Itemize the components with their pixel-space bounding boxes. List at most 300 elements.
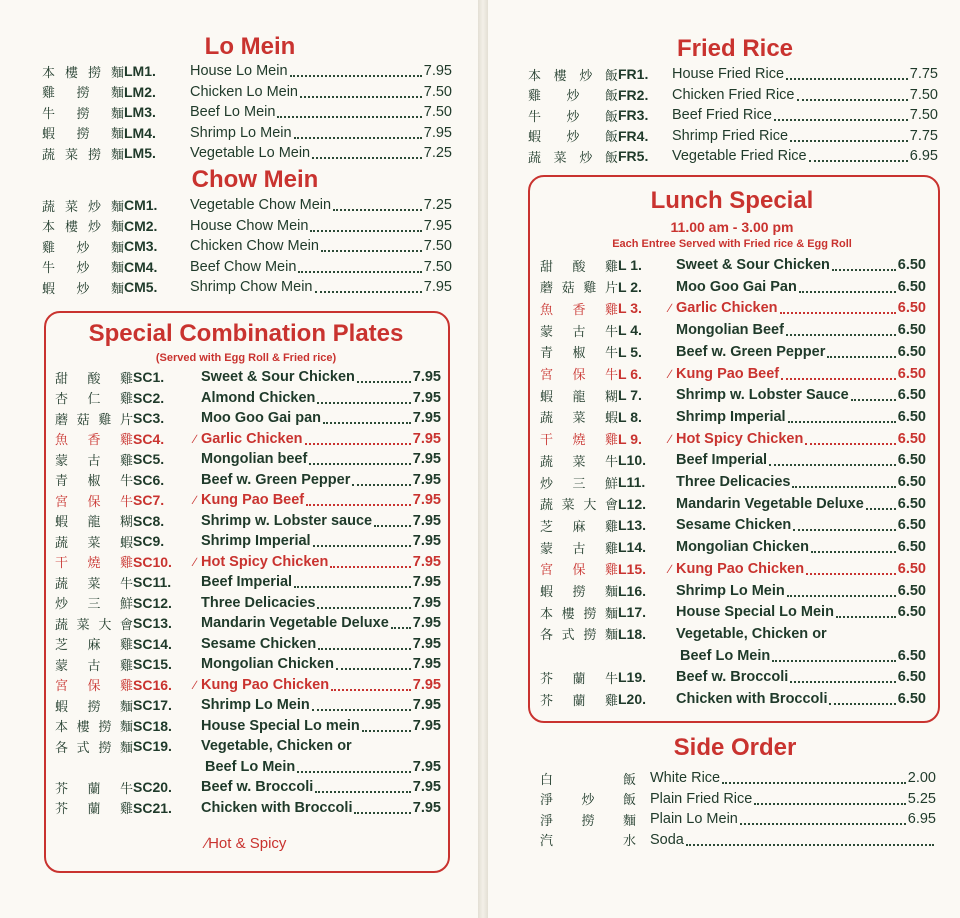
item-name: Beef Chow Mein [190,258,297,275]
combo-subtitle: (Served with Egg Roll & Fried rice) [155,352,337,364]
menu-item [55,449,441,469]
menu-item [540,277,926,297]
item-code: SC11. [133,574,172,590]
chinese-name: 蘑 菇 雞 片 [55,412,133,428]
item-price: 6.50 [897,539,926,556]
menu-item [540,624,926,644]
chinese-name: 淨 撈 麵 [540,813,636,829]
menu-item [55,429,441,449]
chinese-name: 白 飯 [540,772,636,788]
leader-dots [769,464,896,466]
chinese-name: 蔬 菜 炒 麵 [42,199,124,215]
menu-item [540,602,926,622]
leader-dots [330,566,410,568]
hot-spicy-legend [46,835,446,852]
menu-item [42,195,452,215]
item-price: 5.25 [907,790,936,807]
item-name: Mandarin Vegetable Deluxe [676,495,864,512]
lunch-note: Each Entree Served with Fried rice & Egg Roll [612,238,852,250]
item-name: Beef w. Broccoli [201,779,314,795]
chinese-name: 芝 麻 雞 [55,638,133,653]
item-name: Chicken Lo Mein [190,83,298,100]
item-price: 7.95 [412,656,441,672]
menu-item [55,490,441,510]
chinese-name: 汽 水 [540,834,636,849]
chinese-name: 宮 保 雞 [55,679,133,694]
item-code: L19. [618,669,647,686]
item-name: Mongolian Chicken [676,539,809,556]
leader-dots [300,96,422,98]
leader-dots [294,586,411,588]
item-code: L 3. [618,300,642,317]
item-name: Three Delicacies [201,594,316,611]
leader-dots [790,140,908,142]
item-name: Beef w. Green Pepper [201,471,351,488]
menu-item [55,654,441,674]
item-code: L12. [618,495,647,512]
menu-item [540,515,926,535]
menu-item [540,342,926,362]
leader-dots [297,771,411,773]
item-name: Shrimp w. Lobster Sauce [676,387,849,404]
item-code: SC5. [133,451,165,467]
item-code: L13. [618,517,647,534]
chinese-name: 牛 撈 麵 [42,106,124,122]
menu-item [55,388,441,408]
item-price: 7.95 [412,369,441,385]
chinese-name: 干 燒 雞 [55,556,133,571]
leader-dots [374,525,411,527]
item-name: Shrimp Fried Rice [672,127,789,144]
menu-item [55,367,441,387]
chili-icon: ∕ [205,835,209,852]
leader-dots [722,782,906,784]
item-price: 7.95 [412,717,441,734]
menu-item [540,768,936,788]
item-price: 6.50 [897,257,926,273]
item-price: 6.50 [897,430,926,447]
menu-item [55,470,441,490]
item-name: Vegetable Fried Rice [672,148,807,164]
chinese-name: 蔬 菜 撈 麵 [42,147,124,163]
menu-item [528,126,938,146]
menu-item [42,143,452,163]
item-name: Soda [650,831,684,848]
leader-dots [786,334,896,336]
item-name: Beef Lo Mein [680,647,771,664]
menu-item [540,407,926,427]
chinese-name: 牛 炒 麵 [42,261,124,276]
item-price: 7.95 [412,410,441,426]
item-name: Kung Pao Beef [201,492,305,508]
chinese-name: 雞 炒 麵 [42,240,124,256]
menu-item [42,277,452,297]
item-code: SC17. [133,697,172,713]
item-code: L17. [618,604,647,621]
leader-dots [315,791,410,793]
leader-dots [321,250,422,252]
item-price: 7.95 [412,492,441,508]
item-code: L16. [618,582,647,599]
menu-item [55,634,441,654]
leader-dots [772,660,896,662]
menu-item [55,572,441,592]
menu-item [42,82,452,102]
item-name: Beef Lo Mein [205,758,296,775]
chinese-name: 各 式 撈 麵 [55,740,133,756]
chinese-name: 本 樓 炒 飯 [528,68,618,84]
legend-label: Hot & Spicy [208,835,287,852]
item-price: 7.75 [909,66,938,82]
menu-item [55,552,441,572]
menu-item [42,102,452,122]
chinese-name: 各 式 撈 麵 [540,628,618,644]
fried-rice-title: Fried Rice [676,35,794,62]
lunch-hours: 11.00 am - 3.00 pm [670,219,794,235]
item-code: L15. [618,560,647,577]
leader-dots [851,399,896,401]
item-price: 7.95 [412,799,441,816]
chinese-name: 蝦 炒 飯 [528,130,618,145]
menu-item [540,385,926,405]
item-price: 6.50 [897,560,926,577]
chili-icon: ∕ [668,301,671,316]
menu-item [540,537,926,557]
chili-icon: ∕ [193,493,196,507]
menu-item [540,581,926,601]
chinese-name: 炒 三 鮮 [540,476,618,492]
side-order-title: Side Order [673,734,797,761]
item-code: L11. [618,474,646,490]
chinese-name: 蔬 菜 蝦 [55,535,133,551]
menu-item [540,472,926,492]
chinese-name: 青 椒 牛 [540,346,618,362]
item-name: Mongolian Beef [676,322,784,339]
item-name: Beef Fried Rice [672,107,772,123]
item-name: Shrimp Imperial [676,408,786,425]
chinese-name: 芥 蘭 牛 [55,781,133,797]
item-name: Beef w. Green Pepper [676,343,826,360]
item-price: 7.25 [423,197,452,213]
chinese-name: 魚 香 雞 [540,302,618,318]
leader-dots [811,551,896,553]
chinese-name: 本 樓 撈 麵 [55,720,133,735]
item-price: 6.95 [907,811,936,827]
item-price: 6.50 [897,691,926,707]
item-price: 6.50 [897,322,926,339]
item-code: LM4. [124,124,156,141]
item-name: Moo Goo Gai pan [201,410,322,426]
item-price: 7.95 [423,124,452,141]
item-price: 7.95 [412,574,441,590]
menu-item [540,364,926,384]
menu-item [55,613,441,633]
chinese-name: 蒙 古 雞 [55,453,133,469]
leader-dots [836,616,896,618]
page-fold [478,0,488,918]
item-price: 7.95 [412,697,441,713]
leader-dots [781,378,896,380]
chili-icon: ∕ [193,431,196,446]
chow-mein-title: Chow Mein [191,166,319,193]
item-code: L 6. [618,365,642,382]
item-price: 7.95 [412,758,441,775]
combo-title: Special Combination Plates [88,320,404,347]
chinese-name: 蔬 菜 大 會 [540,498,618,514]
leader-dots [786,78,908,80]
item-name: Plain Fried Rice [650,790,753,807]
item-price: 6.50 [897,669,926,686]
leader-dots [797,99,908,101]
chinese-name: 蝦 撈 麵 [42,127,124,142]
leader-dots [829,703,895,705]
menu-item [55,675,441,695]
item-name: Shrimp w. Lobster sauce [201,512,373,529]
menu-item [540,689,926,709]
item-name: Shrimp Lo Mein [190,124,292,141]
chinese-name: 芥 蘭 雞 [55,802,133,817]
item-name: Mongolian beef [201,451,308,467]
item-name: Shrimp Imperial [201,533,311,549]
item-price: 7.95 [412,471,441,488]
item-name: Vegetable Lo Mein [190,145,311,161]
item-code: L20. [618,691,647,707]
item-name: House Fried Rice [672,66,785,82]
chinese-name: 蔬 菜 大 會 [55,617,133,633]
menu-item [540,667,926,687]
item-price: 7.95 [412,676,441,693]
item-code: SC12. [133,594,172,611]
item-name: Vegetable, Chicken or [201,738,352,754]
chili-icon: ∕ [668,561,671,576]
item-price: 7.95 [423,279,452,295]
menu-item [55,736,441,756]
item-code: LM1. [124,63,156,79]
menu-item [42,236,452,256]
item-code: CM3. [124,238,158,254]
item-name: Chicken with Broccoli [201,799,353,816]
item-code: FR2. [618,86,649,103]
menu-item [55,716,441,736]
menu-item [55,757,441,777]
item-code: SC8. [133,512,165,529]
item-price: 7.75 [909,127,938,144]
leader-dots [318,648,411,650]
item-code: SC14. [133,635,172,652]
item-code: L 4. [618,322,642,339]
item-price: 6.50 [897,582,926,599]
item-name: Beef Imperial [676,452,768,469]
item-code: SC7. [133,492,165,508]
chinese-name: 淨 炒 飯 [540,793,636,808]
item-code: SC18. [133,717,172,734]
chinese-name: 蒙 古 雞 [540,541,618,557]
item-code: SC13. [133,615,172,631]
item-price: 6.95 [909,148,938,164]
leader-dots [790,681,895,683]
menu-item [540,789,936,809]
chinese-name: 本 樓 撈 麵 [540,606,618,622]
leader-dots [391,627,411,629]
item-code: SC3. [133,410,165,426]
item-code: SC19. [133,738,172,754]
menu-item [528,85,938,105]
item-name: House Lo Mein [190,63,288,79]
chinese-name: 蝦 龍 糊 [55,515,133,530]
item-name: Beef w. Broccoli [676,669,789,686]
item-code: SC15. [133,656,172,672]
chinese-name: 蝦 龍 糊 [540,389,618,405]
item-price: 6.50 [897,278,926,295]
leader-dots [809,160,908,162]
item-code: SC2. [133,389,165,406]
item-code: L14. [618,539,647,556]
item-price: 2.00 [907,770,936,786]
item-name: House Chow Mein [190,217,309,234]
chinese-name: 蔬 菜 蝦 [540,411,618,427]
leader-dots [306,504,411,506]
item-code: L 1. [618,257,642,273]
leader-dots [754,803,905,805]
item-name: House Special Lo mein [201,717,360,734]
item-price: 7.95 [412,389,441,406]
chili-icon: ∕ [668,366,671,381]
chinese-name: 蔬 菜 牛 [55,576,133,592]
chinese-name: 雞 撈 麵 [42,86,124,101]
item-code: SC16. [133,676,172,693]
chili-icon: ∕ [193,677,196,692]
leader-dots [317,607,410,609]
item-name: Sweet & Sour Chicken [201,369,355,385]
item-code: SC21. [133,799,172,816]
menu-item [540,646,926,666]
item-code: CM2. [124,217,158,234]
item-code: CM4. [124,258,158,275]
item-name: Beef Imperial [201,574,293,590]
item-code: L 2. [618,278,642,295]
item-price: 7.95 [412,430,441,447]
menu-item [528,64,938,84]
menu-item [540,450,926,470]
item-price: 7.50 [423,104,452,120]
item-name: Almond Chicken [201,389,316,406]
chinese-name: 蝦 炒 麵 [42,281,124,297]
chinese-name: 炒 三 鮮 [55,597,133,612]
menu-item [55,408,441,428]
leader-dots [352,484,410,486]
leader-dots [799,291,896,293]
menu-item [528,105,938,125]
leader-dots [827,356,895,358]
chinese-name: 本 樓 撈 麵 [42,65,124,81]
item-price: 6.50 [897,300,926,317]
item-price: 7.95 [423,217,452,234]
chinese-name: 宮 保 牛 [540,368,618,383]
chinese-name: 芥 蘭 牛 [540,671,618,687]
leader-dots [333,209,422,211]
chinese-name: 甜 酸 雞 [55,371,133,387]
item-price: 7.95 [412,512,441,529]
item-price: 6.50 [897,517,926,534]
item-code: L 7. [618,387,642,404]
item-price: 6.50 [897,647,926,664]
item-name: Mandarin Vegetable Deluxe [201,615,389,631]
lo-mein-title: Lo Mein [204,33,296,60]
chinese-name: 宮 保 雞 [540,563,618,579]
menu-item [540,830,936,850]
item-code: FR1. [618,66,649,82]
menu-item [540,429,926,449]
item-price: 7.95 [412,553,441,570]
item-code: L10. [618,452,647,469]
leader-dots [740,823,906,825]
item-code: FR4. [618,127,649,144]
chinese-name: 魚 香 雞 [55,433,133,448]
chinese-name: 雞 炒 飯 [528,89,618,104]
leader-dots [866,508,896,510]
item-price: 6.50 [897,495,926,512]
item-name: Plain Lo Mein [650,811,738,827]
chinese-name: 杏 仁 雞 [55,392,133,407]
leader-dots [290,75,422,77]
item-code: L 9. [618,430,642,447]
item-name: Kung Pao Chicken [201,676,330,693]
menu-item [55,593,441,613]
chinese-name: 蔬 菜 牛 [540,454,618,470]
item-price: 7.95 [412,451,441,467]
chinese-name: 干 燒 雞 [540,433,618,449]
item-code: L18. [618,625,647,642]
leader-dots [357,381,411,383]
menu-item [540,559,926,579]
item-price: 7.95 [412,635,441,652]
item-price: 7.50 [423,83,452,100]
chinese-name: 蝦 撈 麵 [540,585,618,600]
item-code: SC10. [133,553,172,570]
item-price: 7.50 [423,258,452,275]
menu-item [540,298,926,318]
chinese-name: 蒙 古 牛 [540,324,618,340]
item-code: LM2. [124,83,156,100]
item-code: CM5. [124,279,158,295]
menu-item [540,255,926,275]
menu-item [55,531,441,551]
chinese-name: 芥 蘭 雞 [540,693,618,709]
item-code: SC1. [133,369,165,385]
menu-item [528,146,938,166]
item-name: Sesame Chicken [676,517,792,534]
item-name: Shrimp Lo Mein [676,582,785,599]
leader-dots [312,709,411,711]
item-code: FR5. [618,148,649,164]
chinese-name: 蘑 菇 雞 片 [540,281,618,297]
item-name: Vegetable Chow Mein [190,197,332,213]
item-name: Vegetable, Chicken or [676,625,827,642]
leader-dots [787,595,896,597]
item-price: 6.50 [897,604,926,621]
leader-dots [309,463,410,465]
leader-dots [317,402,410,404]
item-name: Shrimp Chow Mein [190,279,313,295]
item-code: SC6. [133,471,165,488]
leader-dots [806,573,896,575]
item-price: 7.95 [412,533,441,549]
leader-dots [793,529,896,531]
item-price: 7.95 [412,594,441,611]
chili-icon: ∕ [668,431,671,446]
item-price: 7.95 [412,779,441,795]
item-code: CM1. [124,197,158,213]
